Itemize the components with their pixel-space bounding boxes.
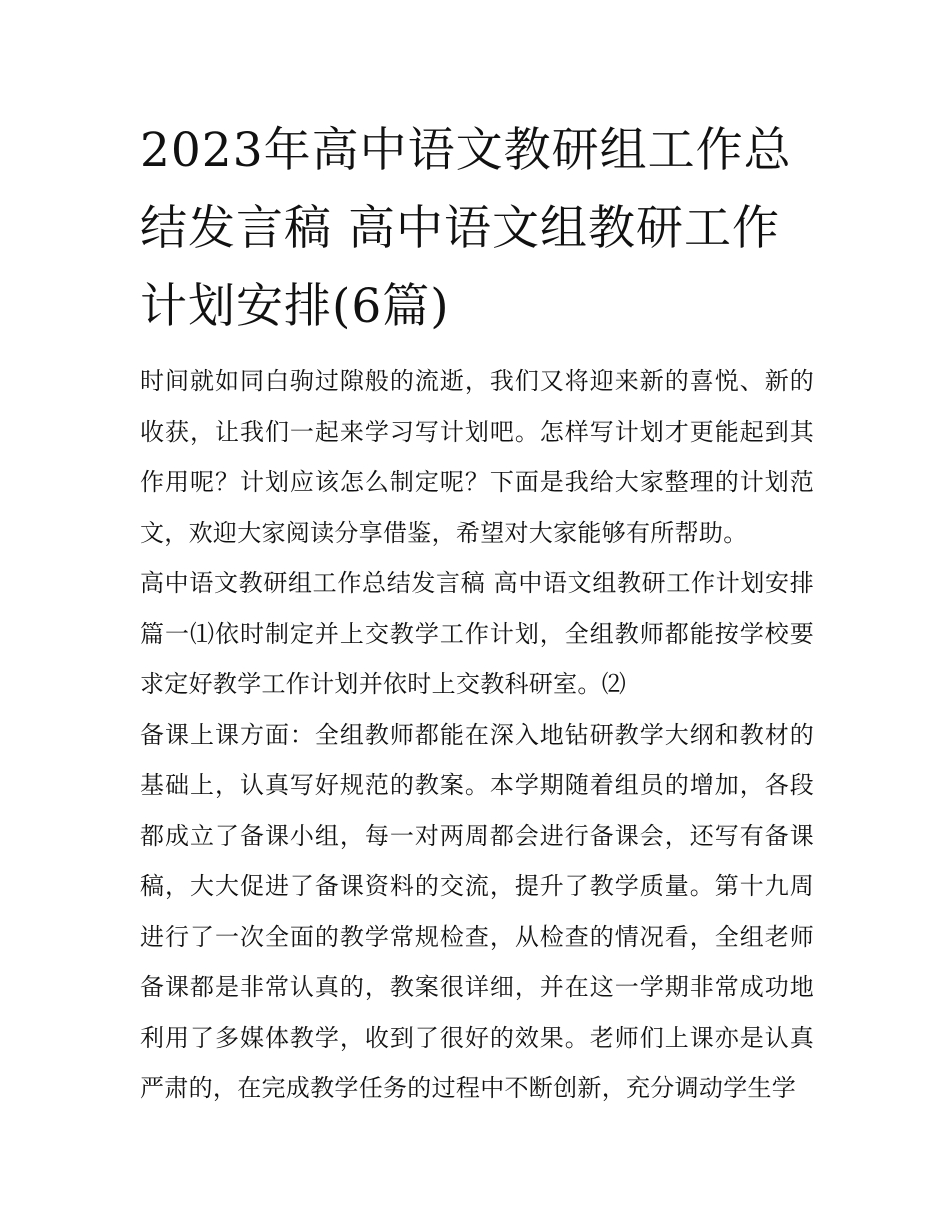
lesson-prep-paragraph: 备课上课方面：全组教师都能在深入地钻研教学大纲和教材的基础上，认真写好规范的教案。本学期随着组员的增加，各段都成立了备课小组，每一对两周都会进行备课会，还写有备课稿，大大促进了备课资料的交流，提升了教学质量。第十九周进行了一次全面的教学常规检查，从检查的情况看，全组老师备课都是非常认真的，教案很详细，并在这一学期非常成功地利用了多媒体教学，收到了很好的效果。老师们上课亦是认真严肃的，在完成教学任务的过程中不断创新，充分调动学生学 (140, 720, 814, 1102)
section-one-paragraph: 高中语文教研组工作总结发言稿 高中语文组教研工作计划安排篇一⑴依时制定并上交教学工作计划，全组教师都能按学校要求定好教学工作计划并依时上交教科研室。⑵ (140, 569, 814, 698)
intro-paragraph: 时间就如同白驹过隙般的流逝，我们又将迎来新的喜悦、新的收获，让我们一起来学习写计划吧。怎样写计划才更能起到其作用呢？计划应该怎么制定呢？下面是我给大家整理的计划范文，欢迎大家阅读分享借鉴，希望对大家能够有所帮助。 (140, 367, 814, 547)
document-page (140, 112, 814, 1114)
document-title: 2023年高中语文教研组工作总结发言稿 高中语文组教研工作计划安排(6篇) (140, 123, 792, 334)
